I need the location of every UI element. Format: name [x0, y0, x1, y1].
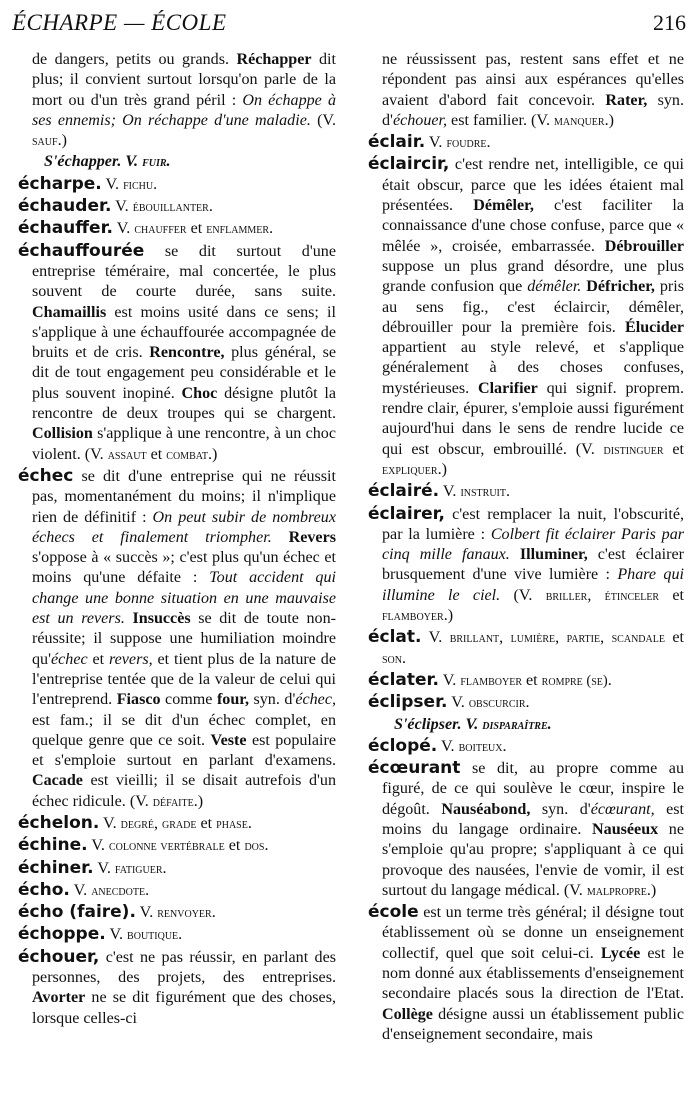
synonym: Rencontre,	[149, 344, 225, 362]
headword: éclat.	[368, 627, 422, 648]
entry-text: .)	[207, 445, 218, 463]
cross-reference: partie	[566, 630, 601, 647]
entry-text: V.	[87, 837, 109, 855]
entry-text: .	[525, 694, 530, 712]
entry-text: se dit, au propre comme au figuré, de ce qui soulève le cœur, inspire le dégoût.	[382, 760, 684, 818]
synonym: Fiasco	[116, 691, 161, 709]
left-column	[18, 50, 336, 1030]
headword: écho.	[18, 879, 70, 900]
entry-text: .	[264, 837, 269, 855]
headword: écœurant	[368, 758, 461, 779]
entry-text: .)	[437, 460, 447, 478]
entry-text: .	[211, 904, 216, 922]
cross-reference: renvoyer	[157, 905, 212, 922]
sub-entry	[368, 715, 684, 735]
entry-text: est vieilli; il se disait autrefois d'un échec ridicule. (V.	[32, 772, 336, 810]
entry-text: c'est faciliter la connaissance d'une chose confuse, parce que « mêlée », croisée, embarrassée.	[382, 197, 684, 255]
headword: échouer,	[18, 946, 100, 967]
synonym: Réchapper	[236, 51, 312, 68]
entry-text: .	[607, 671, 612, 689]
entry-text: V.	[69, 881, 92, 899]
synonym: Débrouiller	[604, 237, 684, 255]
dictionary-entry	[18, 466, 336, 812]
entry-text: V.	[439, 483, 461, 501]
entry-text: .	[402, 649, 407, 667]
entry-text: c'est éclairer brusquement d'une vive lumière :	[382, 546, 685, 584]
sub-headword: S'échapper.	[44, 153, 122, 171]
synonym: Insuccès	[132, 610, 191, 628]
headword: éclater.	[368, 669, 439, 690]
headword: école	[368, 902, 419, 923]
dictionary-entry	[368, 758, 684, 901]
entry-text: est familier. (V.	[447, 111, 555, 129]
headword: éclopé.	[368, 735, 438, 756]
headword: écharpe.	[18, 173, 102, 194]
entry-text: est moins usité dans ce sens; il s'applique à une échauffourée accompagnée de bruits et de cris.	[32, 303, 336, 362]
entry-text: appartient au style relevé, et s'applique généralement à des choses confuses, mystérieuses.	[382, 339, 684, 397]
entry-text: c'est remplacer la nuit, l'obscurité, par la lumière :	[382, 505, 684, 543]
cross-reference: boutique	[127, 927, 179, 944]
synonym: Clarifier	[477, 379, 538, 397]
dictionary-entry	[368, 154, 684, 480]
cross-reference: assaut	[107, 446, 147, 463]
synonym: Nauséeux	[592, 820, 659, 838]
example-text: démêler.	[527, 278, 582, 296]
dictionary-entry	[368, 670, 684, 691]
cross-reference: fuir	[142, 154, 167, 171]
cross-reference: disparaître	[482, 716, 548, 733]
headword: échauder.	[18, 196, 112, 217]
dictionary-entry	[18, 902, 336, 923]
headword: échauffer.	[18, 218, 114, 239]
cross-reference: boiteux	[458, 738, 503, 755]
headword: éclair.	[368, 132, 426, 153]
entry-text: et	[224, 837, 245, 855]
cross-reference: scandale	[611, 630, 665, 647]
entry-text: et	[186, 220, 207, 238]
entry-text: .)	[57, 132, 67, 150]
dictionary-entry	[18, 835, 336, 856]
entry-text: et	[659, 586, 685, 604]
entry-text: .)	[646, 881, 657, 899]
headword: échelon.	[18, 812, 100, 833]
cross-reference: phase	[216, 815, 248, 832]
entry-text	[272, 529, 289, 546]
entry-text: suppose un plus grand désordre, une plus grande confusion que	[382, 257, 684, 296]
entry-text: V.	[437, 737, 459, 755]
dictionary-entry	[18, 813, 336, 834]
entry-text: plus général, se dit de tout engagement peu considérable et le plus souvent inopiné.	[32, 344, 336, 402]
entry-text: et	[522, 671, 542, 689]
example-text: revers,	[108, 650, 153, 668]
cross-reference: briller	[545, 587, 588, 604]
header-title: ÉCHARPE — ÉCOLE	[12, 10, 227, 35]
cross-reference: degré	[120, 815, 154, 832]
synonym: Avorter	[32, 989, 86, 1007]
example-text: Colbert fit éclairer Paris par cinq mille fanaux.	[382, 525, 684, 564]
headword: échine.	[18, 835, 88, 856]
entry-text: est moins du langage ordinaire.	[382, 800, 684, 838]
entry-text: ,	[153, 814, 163, 832]
entry-text: V.	[101, 175, 124, 193]
cross-reference: flamboyer	[460, 672, 522, 689]
cross-reference: fichu	[123, 176, 154, 193]
synonym: Lycée	[600, 944, 641, 962]
cross-reference: son	[382, 650, 403, 667]
dictionary-entry	[18, 880, 336, 901]
headword: écho (faire).	[18, 902, 136, 923]
sub-headword: S'éclipser.	[394, 715, 462, 733]
cross-reference: manquer	[554, 112, 605, 129]
entry-text: ,	[587, 586, 605, 604]
dictionary-entry	[368, 736, 684, 757]
cross-reference: chauffer	[134, 221, 187, 238]
entry-text: V.	[113, 220, 135, 238]
entry-text: V.	[447, 694, 469, 712]
synonym: Élucider	[624, 318, 684, 336]
dictionary-entry	[18, 196, 336, 217]
headword: échiner.	[18, 857, 94, 878]
example-text: Phare qui illumine le ciel.	[382, 566, 684, 604]
entry-text: c'est rendre net, intelligible, ce qui était obscur, parce que les idées étaient mal présentées.	[382, 156, 684, 215]
entry-text: se dit d'une entreprise qui ne réussit pas, momentanément du moins; il n'implique rien de définitif :	[32, 467, 336, 526]
dictionary-entry	[368, 50, 684, 131]
synonym: Défricher,	[586, 278, 655, 296]
entry-text: .	[506, 483, 511, 501]
entry-text: V.	[105, 926, 128, 944]
synonym: Illuminer,	[519, 546, 588, 564]
headword: échoppe.	[18, 924, 106, 945]
cross-reference: colonne vertébrale	[108, 838, 225, 855]
entry-text: V.	[421, 629, 450, 647]
dictionary-entry	[18, 218, 336, 239]
entry-text: syn. d'	[530, 800, 591, 818]
entry-text: .	[162, 859, 167, 877]
example-text: Tout accident qui change une bonne situation en une mauvaise est un revers.	[32, 569, 337, 628]
headword: échauffourée	[18, 240, 145, 261]
synonym: Veste	[210, 731, 247, 749]
dictionary-entry	[368, 132, 684, 153]
synonym: Choc	[181, 384, 218, 402]
entry-text: qui signif. proprem. rendre clair, épurer, s'emploie aussi figurément aujourd'hui dans le sens de rendre lucide ce qui est obscur, embrouillé. (V.	[382, 379, 684, 458]
cross-reference: malpropre	[586, 882, 647, 899]
entry-text: et tient plus de la nature de l'entreprise tentée que de la valeur de celui qui l'entreprend.	[32, 650, 336, 709]
entry-text: dit plus; il convient surtout lorsqu'on parle de la mort ou d'un très grand péril :	[32, 51, 336, 109]
synonym: Chamaillis	[32, 303, 107, 321]
dictionary-entry	[368, 692, 684, 713]
entry-text: est populaire et s'emploie surtout en parlant d'examens.	[32, 731, 336, 770]
cross-reference: étinceler	[604, 587, 660, 604]
entry-text: et	[664, 629, 685, 647]
example-text: écœurant,	[590, 800, 655, 818]
entry-text: V.	[111, 198, 133, 216]
entry-text: (V.	[310, 111, 336, 129]
synonym: Nauséabond,	[441, 800, 531, 818]
dictionary-entry	[368, 627, 684, 669]
example-text: On peut subir de nombreux échecs et finalement triompher.	[32, 508, 336, 546]
entry-text: c'est ne pas réussir, en parlant des personnes, des projets, des entreprises.	[32, 948, 336, 987]
dictionary-entry	[18, 241, 336, 465]
headword: éclairer,	[368, 503, 445, 524]
example-text: échouer,	[392, 111, 448, 129]
cross-reference: défaite	[152, 793, 194, 810]
dictionary-entry	[18, 174, 336, 195]
entry-text: .	[247, 814, 252, 832]
entry-text: V.	[135, 904, 158, 922]
synonym: Revers	[288, 528, 336, 546]
entry-text: et	[87, 650, 109, 668]
headword: éclipser.	[368, 692, 448, 713]
dictionary-entry	[368, 504, 684, 627]
entry-text: V.	[121, 153, 143, 171]
entry-text: V.	[425, 134, 447, 152]
entry-text: désigne plutôt la rencontre de deux troupes qui se chargent.	[32, 384, 336, 423]
example-text: On échappe à ses ennemis; On réchappe d'une maladie.	[32, 91, 336, 129]
entry-text: et	[146, 445, 167, 463]
synonym: Collège	[382, 1005, 433, 1023]
entry-text: se dit de toute non-réussite; il suppose une humiliation moindre qu'	[32, 610, 336, 668]
entry-text: .	[145, 881, 150, 899]
entry-text: ne se dit figurément que des choses, lorsque celles-ci	[32, 989, 336, 1027]
cross-reference: brillant	[449, 630, 500, 647]
entry-text: .	[269, 220, 274, 238]
entry-text: comme	[160, 691, 217, 709]
entry-text: .)	[193, 792, 204, 810]
entry-text: se dit surtout d'une entreprise téméraire, mal concertée, le plus souvent de courte durée, sans suite.	[32, 242, 336, 301]
entry-text: ne réussissent pas, restent sans effet et ne répondent pas ainsi aux espérances qu'elles avaient d'abord fait concevoir.	[382, 51, 684, 109]
entry-text: s'applique à une rencontre, à un choc violent. (V.	[32, 425, 336, 463]
running-header	[12, 10, 686, 40]
entry-text: .)	[443, 607, 454, 625]
entry-text: et	[196, 814, 217, 832]
entry-text: .	[178, 926, 183, 944]
cross-reference: flamboyer	[382, 608, 444, 625]
headword: éclairé.	[368, 481, 440, 502]
synonym: Démêler,	[473, 197, 534, 215]
dictionary-entry	[18, 947, 336, 1029]
entry-text: V.	[99, 814, 121, 832]
dictionary-entry	[18, 50, 336, 151]
entry-text: V.	[93, 859, 115, 877]
cross-reference: rompre (se)	[541, 672, 608, 689]
cross-reference: ébouillanter	[132, 199, 209, 216]
example-text: échec,	[295, 691, 336, 709]
entry-text: est le nom donné aux établissements d'enseignement secondaire placés sous la direction de l'Etat.	[382, 944, 684, 1003]
dictionary-entry	[18, 858, 336, 879]
cross-reference: expliquer	[382, 461, 438, 478]
entry-text: syn. d'	[382, 91, 684, 129]
entry-text: .	[502, 737, 507, 755]
entry-text: pris au sens fig., c'est éclaircir, démêler, débrouiller pour la première fois.	[382, 278, 684, 336]
example-text: échec	[51, 650, 88, 668]
entry-text: V.	[461, 715, 483, 733]
cross-reference: distinguer	[603, 441, 664, 458]
cross-reference: dos	[244, 838, 265, 855]
entry-text: .)	[604, 111, 614, 129]
entry-text: (V.	[500, 586, 546, 604]
entry-text: ,	[555, 629, 567, 647]
cross-reference: combat	[166, 446, 208, 463]
sub-entry	[18, 152, 336, 172]
entry-text	[510, 546, 520, 563]
cross-reference: fatiguer	[114, 860, 163, 877]
entry-text: .	[166, 153, 171, 171]
cross-reference: enflammer	[206, 221, 270, 238]
cross-reference: obscurcir	[468, 695, 526, 712]
entry-text: ,	[499, 629, 511, 647]
cross-reference: instruit	[460, 484, 506, 501]
synonym: four,	[216, 691, 249, 709]
entry-text: V.	[438, 671, 461, 689]
entry-text: .	[547, 715, 552, 733]
page-number: 216	[653, 10, 686, 35]
cross-reference: sauf	[32, 133, 58, 150]
entry-text: ,	[600, 629, 612, 647]
cross-reference: lumière	[510, 630, 556, 647]
dictionary-entry	[368, 902, 684, 1045]
entry-text: .	[208, 198, 213, 216]
entry-text: .	[486, 134, 491, 152]
synonym: Rater,	[605, 91, 648, 109]
dictionary-entry	[18, 924, 336, 945]
dictionary-entry	[368, 481, 684, 502]
synonym: Cacade	[32, 772, 83, 790]
entry-text: et	[663, 440, 684, 458]
entry-text: désigne aussi un établissement public d'enseignement secondaire, mais	[382, 1005, 684, 1043]
entry-text: syn. d'	[248, 691, 296, 709]
entry-text: ne s'emploie qu'au propre; s'appliquant à ce qui provoque des nausées, l'envie de vomir, il est surtout du langage médical. (V.	[382, 820, 685, 899]
cross-reference: anecdote	[91, 882, 146, 899]
cross-reference: foudre	[446, 135, 487, 152]
entry-text: s'oppose à « succès »; c'est plus qu'un échec et moins qu'une défaite :	[32, 549, 336, 587]
headword: échec	[18, 465, 74, 486]
right-column	[368, 50, 684, 1046]
entry-text: de dangers, petits ou grands.	[32, 51, 237, 68]
cross-reference: grade	[162, 815, 197, 832]
entry-text: est un terme très général; il désigne tout établissement où se donne un enseignement collectif, quel que soit celui-ci.	[382, 904, 684, 962]
headword: éclaircir,	[368, 154, 450, 175]
entry-text: est fam.; il se dit d'un échec complet, en quelque genre que ce soit.	[32, 711, 336, 749]
entry-text: .	[153, 175, 158, 193]
synonym: Collision	[32, 425, 93, 443]
